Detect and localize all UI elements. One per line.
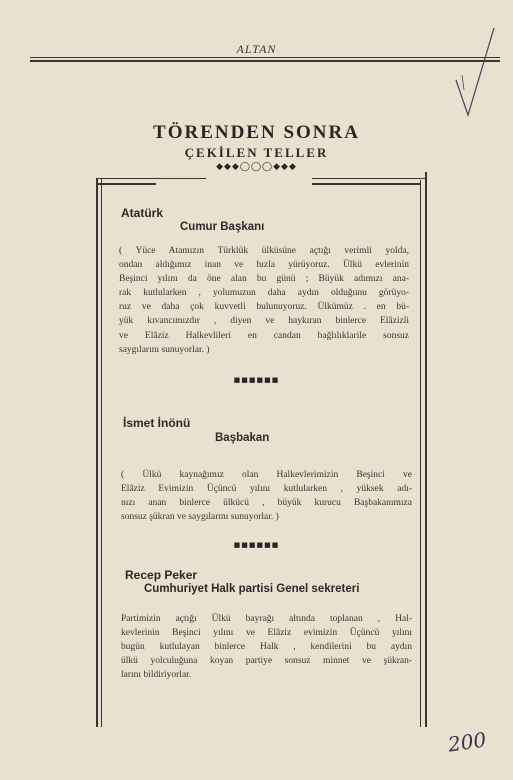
frame-top-left-thick [96, 183, 156, 185]
sub-title: ÇEKİLEN TELLER [184, 145, 329, 160]
section-2-line: ( Ülkü kaynağımız olan Halkevlerimizin Beşinci ve [121, 470, 412, 480]
section-1-line: yük kıvancımızdır , diyen ve haykıran binlerce Elâzizli [119, 316, 409, 327]
section-1-name: Atatürk [121, 206, 164, 220]
section-3-body [121, 612, 412, 682]
section-2-role: Başbakan [215, 432, 270, 444]
section-3-line: Partimizin açtığı Ülkü bayrağı altında toplanan , Hal- [121, 614, 412, 624]
pencil-mark-icon [448, 20, 498, 120]
running-title: ALTAN [236, 42, 277, 56]
section-1-role: Cumur Başkanı [180, 221, 265, 233]
section-3-line: larını bildiriyorlar. [121, 670, 192, 681]
frame-right-inner [420, 180, 421, 727]
section-separator: ■■■■■■ [233, 376, 280, 384]
section-3-name: Recep Peker [125, 568, 198, 582]
section-2-line: nızı anan binlerce ülkücü , büyük kurucu Başbakanımıza [121, 498, 412, 509]
section-2-body [121, 468, 412, 524]
frame-right-outer [425, 172, 427, 727]
section-1-line: ruz ve daha çok kuvvetli bulunuyoruz. Ülkümüz . en bü- [119, 302, 409, 313]
section-1-line: ( Yüce Atamızın Türklük ülküsüne açtığı verimli yolda, [119, 246, 409, 256]
section-3-line: ülkü yolculuğuna koyan partiye sonsuz minnet ve şükran- [121, 656, 412, 667]
section-1-body [119, 244, 409, 357]
frame-top-left [96, 178, 206, 179]
section-1-line: ve Elâziz Halkevlileri en candan bağlılıklarile sonsuz [119, 330, 409, 341]
section-1-line: Beşinci yılını da öne alan bu günü ; Büyük adımızı ana- [119, 274, 409, 285]
title-ornament: ◆◆◆◯◯◯◆◆◆ [216, 162, 297, 172]
section-separator: ■■■■■■ [233, 541, 280, 549]
section-2-line: sonsuz şükran ve saygılarını sunuyorlar. ) [121, 512, 279, 523]
frame-top-right-thick [312, 183, 420, 185]
frame-top-right [312, 178, 425, 179]
section-1-line: ondan aldığımız inan ve hızla yürüyoruz. Ülkü evlerinin [119, 260, 409, 271]
frame-left-inner [101, 178, 102, 727]
section-1-line: rak kutlularken , yolumuzun daha aydın olduğunu görüyo- [119, 288, 409, 299]
main-title: TÖRENDEN SONRA [153, 122, 360, 143]
header-rule-top [30, 57, 500, 58]
section-1-line: saygılarını sunuyorlar. ) [119, 344, 210, 355]
section-2-name: İsmet İnönü [123, 416, 191, 430]
section-3-role: Cumhuriyet Halk partisi Genel sekreteri [144, 583, 360, 595]
header-rule-bottom [30, 60, 500, 62]
section-3-line: kevlerinin Beşinci yılını ve Elâziz evimizin Üçüncü yılını [121, 628, 412, 639]
handwritten-page-number: 200 [446, 727, 488, 757]
section-2-line: Elâziz Evimizin Üçüncü yılını kutlularken , yüksek adı- [121, 484, 412, 495]
section-3-line: bugün kutlulayan binlerce Halk , kendilerini bu aydın [121, 642, 412, 653]
frame-left-outer [96, 178, 98, 727]
